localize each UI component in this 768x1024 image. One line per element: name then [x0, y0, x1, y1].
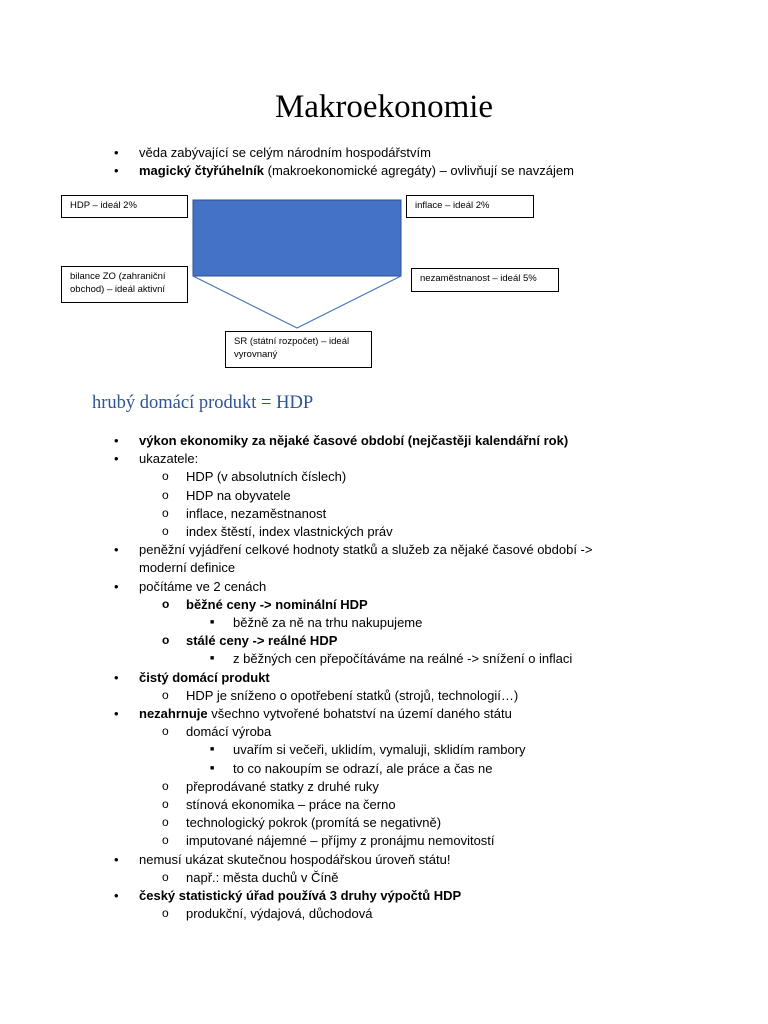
intro-bold: magický čtyřúhelník [139, 163, 264, 178]
list-item-text: přeprodávané statky z druhé ruky [186, 778, 379, 794]
list-item-bold: běžné ceny -> nominální HDP [186, 596, 368, 612]
list-item-text: běžně za ně na trhu nakupujeme [233, 615, 423, 631]
list-item-text: HDP (v absolutních číslech) [186, 469, 347, 485]
list-item [0, 851, 768, 869]
list-item-bold: čistý domácí produkt [139, 669, 270, 685]
list-item [0, 614, 768, 632]
list-item-text: nemusí ukázat skutečnou hospodářskou úroveň státu! [139, 851, 451, 867]
diagram-blue-rectangle [193, 200, 401, 276]
list-item-text: domácí výroba [186, 724, 272, 740]
list-item-bold: český statistický úřad používá 3 druhy výpočtů HDP [139, 888, 462, 904]
diagram-triangle-lines [193, 276, 401, 328]
list-item [0, 523, 768, 541]
list-item [0, 432, 768, 450]
list-item-text: produkční, výdajová, důchodová [186, 906, 373, 922]
list-item [0, 468, 768, 486]
list-item-bold: nezahrnuje [139, 706, 208, 722]
list-item [0, 669, 768, 687]
list-item [0, 487, 768, 505]
list-item [0, 778, 768, 796]
list-item-text: všechno vytvořené bohatství na území daného státu [207, 706, 512, 722]
list-item-text: HDP na obyvatele [186, 487, 291, 503]
box-bilance-text: bilance ZO (zahraniční obchod) – ideál aktivní [70, 271, 166, 295]
list-item-text: uvařím si večeři, uklidím, vymaluji, sklidím rambory [233, 742, 526, 758]
box-statni-rozpocet [225, 331, 372, 368]
intro-text: věda zabývající se celým národním hospodářstvím [139, 145, 431, 160]
list-item [0, 723, 768, 741]
hdp-list [0, 432, 768, 923]
list-item-text: to co nakoupím se odrazí, ale práce a čas ne [233, 760, 493, 776]
box-inflace-text: inflace – ideál 2% [415, 200, 490, 211]
box-hdp [61, 195, 188, 218]
box-sr-text: SR (státní rozpočet) – ideál vyrovnaný [234, 336, 350, 360]
list-item [0, 632, 768, 650]
list-item-text: např.: města duchů v Číně [186, 869, 339, 885]
list-item-text: počítáme ve 2 cenách [139, 578, 267, 594]
section-heading: hrubý domácí produkt = HDP [92, 393, 314, 413]
list-item [0, 578, 768, 596]
list-item-text: z běžných cen přepočítáváme na reálné -> snížení o inflaci [233, 651, 573, 667]
list-item [0, 541, 639, 577]
magic-quadrilateral-diagram [0, 0, 768, 380]
page-title: Makroekonomie [274, 89, 494, 125]
list-item [0, 741, 768, 759]
list-item [0, 760, 768, 778]
list-item-text: technologický pokrok (promítá se negativně) [186, 815, 442, 831]
list-item [0, 869, 768, 887]
list-item-text: ukazatele: [139, 451, 199, 467]
list-item-text: inflace, nezaměstnanost [186, 505, 327, 521]
list-item [0, 887, 768, 905]
list-item-text: index štěstí, index vlastnických práv [186, 524, 393, 540]
list-item-bold: výkon ekonomiky za nějaké časové období (nejčastěji kalendářní rok) [139, 433, 569, 448]
box-bilance [61, 266, 188, 303]
list-item-text: imputované nájemné – příjmy z pronájmu nemovitostí [186, 833, 495, 849]
list-item-text: HDP je sníženo o opotřebení statků (strojů, technologií…) [186, 687, 519, 703]
list-item [0, 505, 768, 523]
list-item-bold: stálé ceny -> reálné HDP [186, 633, 338, 649]
list-item [0, 832, 768, 850]
list-item-text: stínová ekonomika – práce na černo [186, 797, 396, 813]
box-nezamestnanost-text: nezaměstnanost – ideál 5% [420, 273, 537, 284]
intro-text: (makroekonomické agregáty) – ovlivňují se navzájem [264, 163, 574, 178]
list-item [0, 796, 768, 814]
box-inflace [406, 195, 534, 218]
box-hdp-text: HDP – ideál 2% [70, 200, 137, 211]
box-nezamestnanost [411, 268, 559, 292]
list-item [0, 650, 768, 668]
list-item [0, 450, 768, 468]
list-item-text: peněžní vyjádření celkové hodnoty statků a služeb za nějaké časové období -> moderní definice [139, 542, 593, 576]
list-item [0, 705, 768, 723]
list-item [0, 905, 768, 923]
list-item [0, 596, 768, 614]
list-item [0, 814, 768, 832]
list-item [0, 687, 768, 705]
